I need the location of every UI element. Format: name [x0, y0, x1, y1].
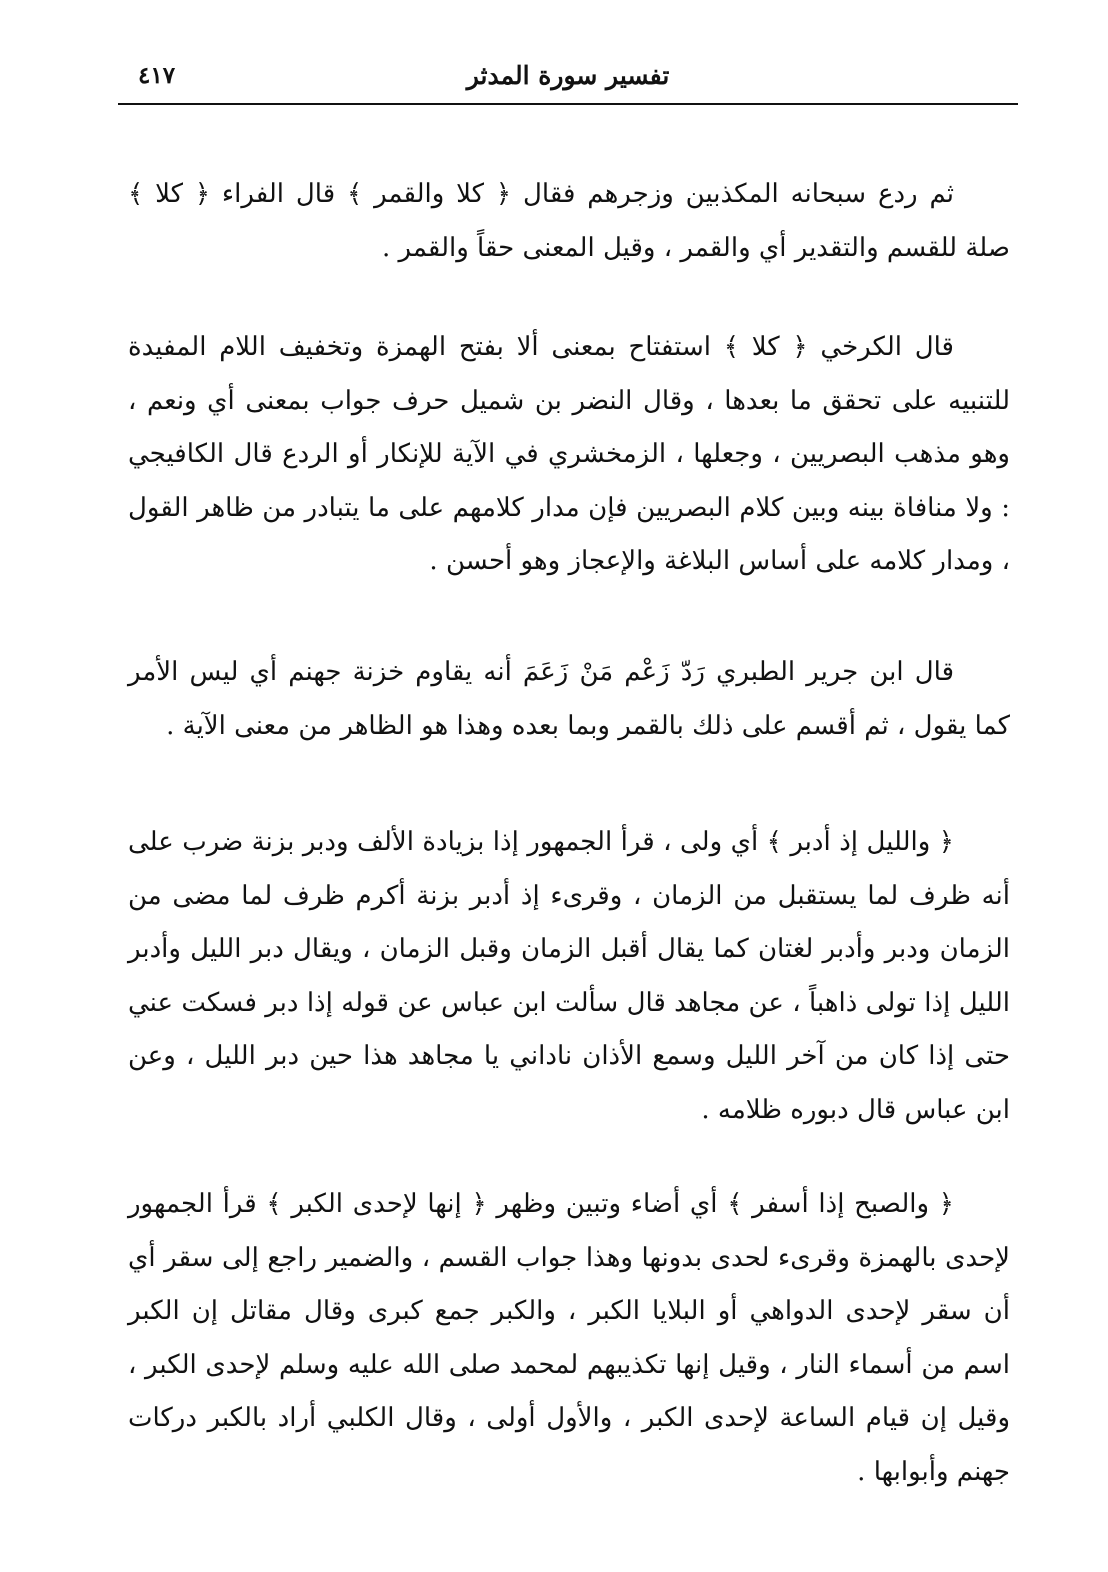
chapter-title: تفسير سورة المدثر [466, 61, 670, 90]
page-header [118, 58, 1018, 102]
paragraph: ﴿ والليل إذ أدبر ﴾ أي ولى ، قرأ الجمهور إذا بزيادة الألف ودبر بزنة ضرب على أنه ظرف لما يستقبل من الزمان ، وقرىء إذ أدبر بزنة أكرم ظرف لما مضى من الزمان ودبر وأدبر لغتان كما يقال أقبل الزمان وقبل الزمان ، ويقال دبر الليل وأدبر الليل إذا تولى ذاهباً ، عن مجاهد قال سألت ابن عباس عن قوله إذا دبر فسكت عني حتى إذا كان من آخر الليل وسمع الأذان ناداني يا مجاهد هذا حين دبر الليل ، وعن ابن عباس قال دبوره ظلامه . [128, 827, 1010, 1125]
paragraph: قال الكرخي ﴿ كلا ﴾ استفتاح بمعنى ألا بفتح الهمزة وتخفيف اللام المفيدة للتنبيه على تحقق ما بعدها ، وقال النضر بن شميل حرف جواب بمعنى أي ونعم ، وهو مذهب البصريين ، وجعلها ، الزمخشري في الآية للإنكار أو الردع قال الكافيجي : ولا منافاة بينه وبين كلام البصريين فإن مدار كلامهم على ما يتبادر من ظاهر القول ، ومدار كلامه على أساس البلاغة والإعجاز وهو أحسن . [128, 332, 1010, 576]
page-number: ٤١٧ [138, 62, 176, 89]
paragraph: ﴿ والصبح إذا أسفر ﴾ أي أضاء وتبين وظهر ﴿ إنها لإحدى الكبر ﴾ قرأ الجمهور لإحدى بالهمزة وقرىء لحدى بدونها وهذا جواب القسم ، والضمير راجع إلى سقر أي أن سقر لإحدى الدواهي أو البلايا الكبر ، والكبر جمع كبرى وقال مقاتل إن الكبر اسم من أسماء النار ، وقيل إنها تكذيبهم لمحمد صلى الله عليه وسلم لإحدى الكبر ، وقيل إن قيام الساعة لإحدى الكبر ، والأول أولى ، وقال الكلبي أراد بالكبر دركات جهنم وأبوابها . [128, 1189, 1010, 1487]
paragraph: ثم ردع سبحانه المكذبين وزجرهم فقال ﴿ كلا والقمر ﴾ قال الفراء ﴿ كلا ﴾ صلة للقسم والتقدير أي والقمر ، وقيل المعنى حقاً والقمر . [128, 179, 1010, 263]
header-divider [118, 103, 1018, 105]
paragraph: قال ابن جرير الطبري رَدّ زَعْم مَنْ زَعَمَ أنه يقاوم خزنة جهنم أي ليس الأمر كما يقول ، ثم أقسم على ذلك بالقمر وبما بعده وهذا هو الظاهر من معنى الآية . [128, 657, 1010, 741]
